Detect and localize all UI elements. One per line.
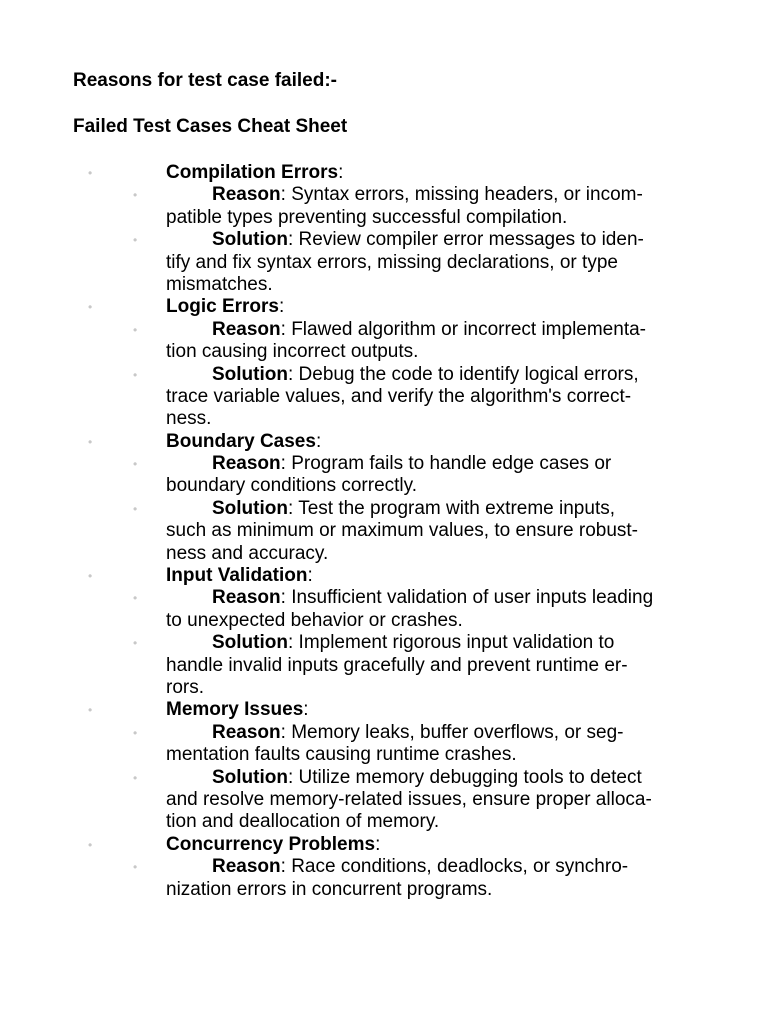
section-title: Logic Errors: bbox=[166, 296, 285, 318]
reason-text: Reason: Flawed algorithm or incorrect implementa- bbox=[212, 318, 646, 340]
bullet-icon: • bbox=[133, 188, 138, 203]
section-title-line bbox=[0, 699, 768, 721]
bullet-icon: • bbox=[88, 300, 93, 315]
bullet-icon: • bbox=[133, 725, 138, 740]
reason-text: boundary conditions correctly. bbox=[166, 475, 417, 497]
section-title-line bbox=[0, 162, 768, 184]
section-title-line bbox=[0, 431, 768, 453]
solution-text: tion and deallocation of memory. bbox=[166, 811, 440, 833]
list-line bbox=[0, 341, 768, 363]
section-title: Input Validation: bbox=[166, 565, 313, 587]
section-title: Compilation Errors: bbox=[166, 162, 344, 183]
bullet-icon: • bbox=[133, 501, 138, 516]
list-line bbox=[0, 319, 768, 341]
solution-label: Solution bbox=[212, 497, 288, 519]
reason-text: mentation faults causing runtime crashes. bbox=[166, 744, 517, 766]
reason-label: Reason bbox=[212, 453, 281, 475]
section-title-label: Boundary Cases bbox=[166, 430, 316, 452]
bullet-icon: • bbox=[133, 367, 138, 382]
solution-text: Solution: Implement rigorous input validation to bbox=[212, 632, 615, 654]
solution-label: Solution bbox=[212, 632, 288, 654]
document-heading-primary: Reasons for test case failed:- bbox=[73, 70, 337, 91]
solution-text: trace variable values, and verify the algorithm's correct- bbox=[166, 385, 632, 407]
section-title: Boundary Cases: bbox=[166, 430, 322, 452]
section-title: Memory Issues: bbox=[166, 699, 309, 721]
list-line bbox=[0, 207, 768, 229]
list-line bbox=[0, 408, 768, 430]
list-line bbox=[0, 856, 768, 878]
bullet-icon: • bbox=[88, 434, 93, 449]
section-title-line bbox=[0, 565, 768, 587]
reason-label: Reason bbox=[212, 184, 281, 206]
list-line bbox=[0, 655, 768, 677]
list-line bbox=[0, 453, 768, 475]
reason-text: Reason: Memory leaks, buffer overflows, or seg- bbox=[212, 721, 624, 743]
list-line bbox=[0, 789, 768, 811]
section-title-label: Compilation Errors bbox=[166, 162, 339, 183]
solution-text: Solution: Debug the code to identify logical errors, bbox=[212, 363, 639, 385]
bullet-icon: • bbox=[88, 166, 93, 180]
section-title: Concurrency Problems: bbox=[166, 833, 381, 855]
list-line bbox=[0, 274, 768, 296]
solution-text: Solution: Test the program with extreme inputs, bbox=[212, 497, 616, 519]
solution-text: ness and accuracy. bbox=[166, 542, 329, 564]
list-line bbox=[0, 587, 768, 609]
list-line bbox=[0, 879, 768, 901]
solution-label: Solution bbox=[212, 766, 288, 788]
list-line bbox=[0, 677, 768, 699]
solution-label: Solution bbox=[212, 229, 288, 251]
reason-text: to unexpected behavior or crashes. bbox=[166, 609, 463, 631]
solution-text: tify and fix syntax errors, missing declarations, or type bbox=[166, 251, 618, 273]
reason-text: Reason: Insufficient validation of user inputs leading bbox=[212, 587, 654, 609]
bullet-icon: • bbox=[133, 233, 138, 248]
reason-text: Reason: Program fails to handle edge cases or bbox=[212, 453, 612, 475]
bullet-icon: • bbox=[133, 770, 138, 785]
bullet-icon: • bbox=[88, 703, 93, 718]
bullet-icon: • bbox=[133, 322, 138, 337]
solution-text: handle invalid inputs gracefully and prevent runtime er- bbox=[166, 654, 628, 676]
list-line bbox=[0, 229, 768, 251]
bullet-icon: • bbox=[88, 569, 93, 584]
reason-label: Reason bbox=[212, 587, 281, 609]
solution-text: such as minimum or maximum values, to ensure robust- bbox=[166, 520, 638, 542]
section-title-label: Logic Errors bbox=[166, 296, 279, 318]
list-line bbox=[0, 811, 768, 833]
bullet-icon: • bbox=[133, 860, 138, 875]
bullet-icon: • bbox=[133, 591, 138, 606]
reason-text: Reason: Race conditions, deadlocks, or synchro- bbox=[212, 856, 629, 878]
list-line bbox=[0, 744, 768, 766]
list-line bbox=[0, 722, 768, 744]
list-line bbox=[0, 252, 768, 274]
reason-label: Reason bbox=[212, 318, 281, 340]
solution-text: ness. bbox=[166, 408, 212, 430]
section-title-label: Input Validation bbox=[166, 565, 308, 587]
solution-label: Solution bbox=[212, 363, 288, 385]
reason-label: Reason bbox=[212, 856, 281, 878]
bullet-icon: • bbox=[88, 837, 93, 852]
list-line bbox=[0, 767, 768, 789]
solution-text: Solution: Review compiler error messages to iden- bbox=[212, 229, 644, 251]
section-title-label: Memory Issues bbox=[166, 699, 304, 721]
solution-text: mismatches. bbox=[166, 273, 273, 295]
cheat-sheet-list bbox=[0, 162, 768, 901]
reason-text: nization errors in concurrent programs. bbox=[166, 878, 493, 900]
section-title-label: Concurrency Problems bbox=[166, 833, 376, 855]
list-line bbox=[0, 498, 768, 520]
list-line bbox=[0, 475, 768, 497]
list-line bbox=[0, 610, 768, 632]
solution-text: and resolve memory-related issues, ensure proper alloca- bbox=[166, 788, 652, 810]
list-line bbox=[0, 543, 768, 565]
list-line bbox=[0, 632, 768, 654]
reason-label: Reason bbox=[212, 721, 281, 743]
reason-text: tion causing incorrect outputs. bbox=[166, 341, 419, 363]
document-heading-secondary: Failed Test Cases Cheat Sheet bbox=[73, 116, 348, 137]
list-line bbox=[0, 184, 768, 206]
list-line bbox=[0, 386, 768, 408]
section-title-line bbox=[0, 834, 768, 856]
solution-text: Solution: Utilize memory debugging tools to detect bbox=[212, 766, 642, 788]
reason-text: patible types preventing successful compilation. bbox=[166, 206, 568, 228]
list-line bbox=[0, 364, 768, 386]
list-line bbox=[0, 520, 768, 542]
solution-text: rors. bbox=[166, 676, 204, 698]
section-title-line bbox=[0, 296, 768, 318]
reason-text: Reason: Syntax errors, missing headers, or incom- bbox=[212, 184, 643, 206]
bullet-icon: • bbox=[133, 457, 138, 472]
bullet-icon: • bbox=[133, 636, 138, 651]
